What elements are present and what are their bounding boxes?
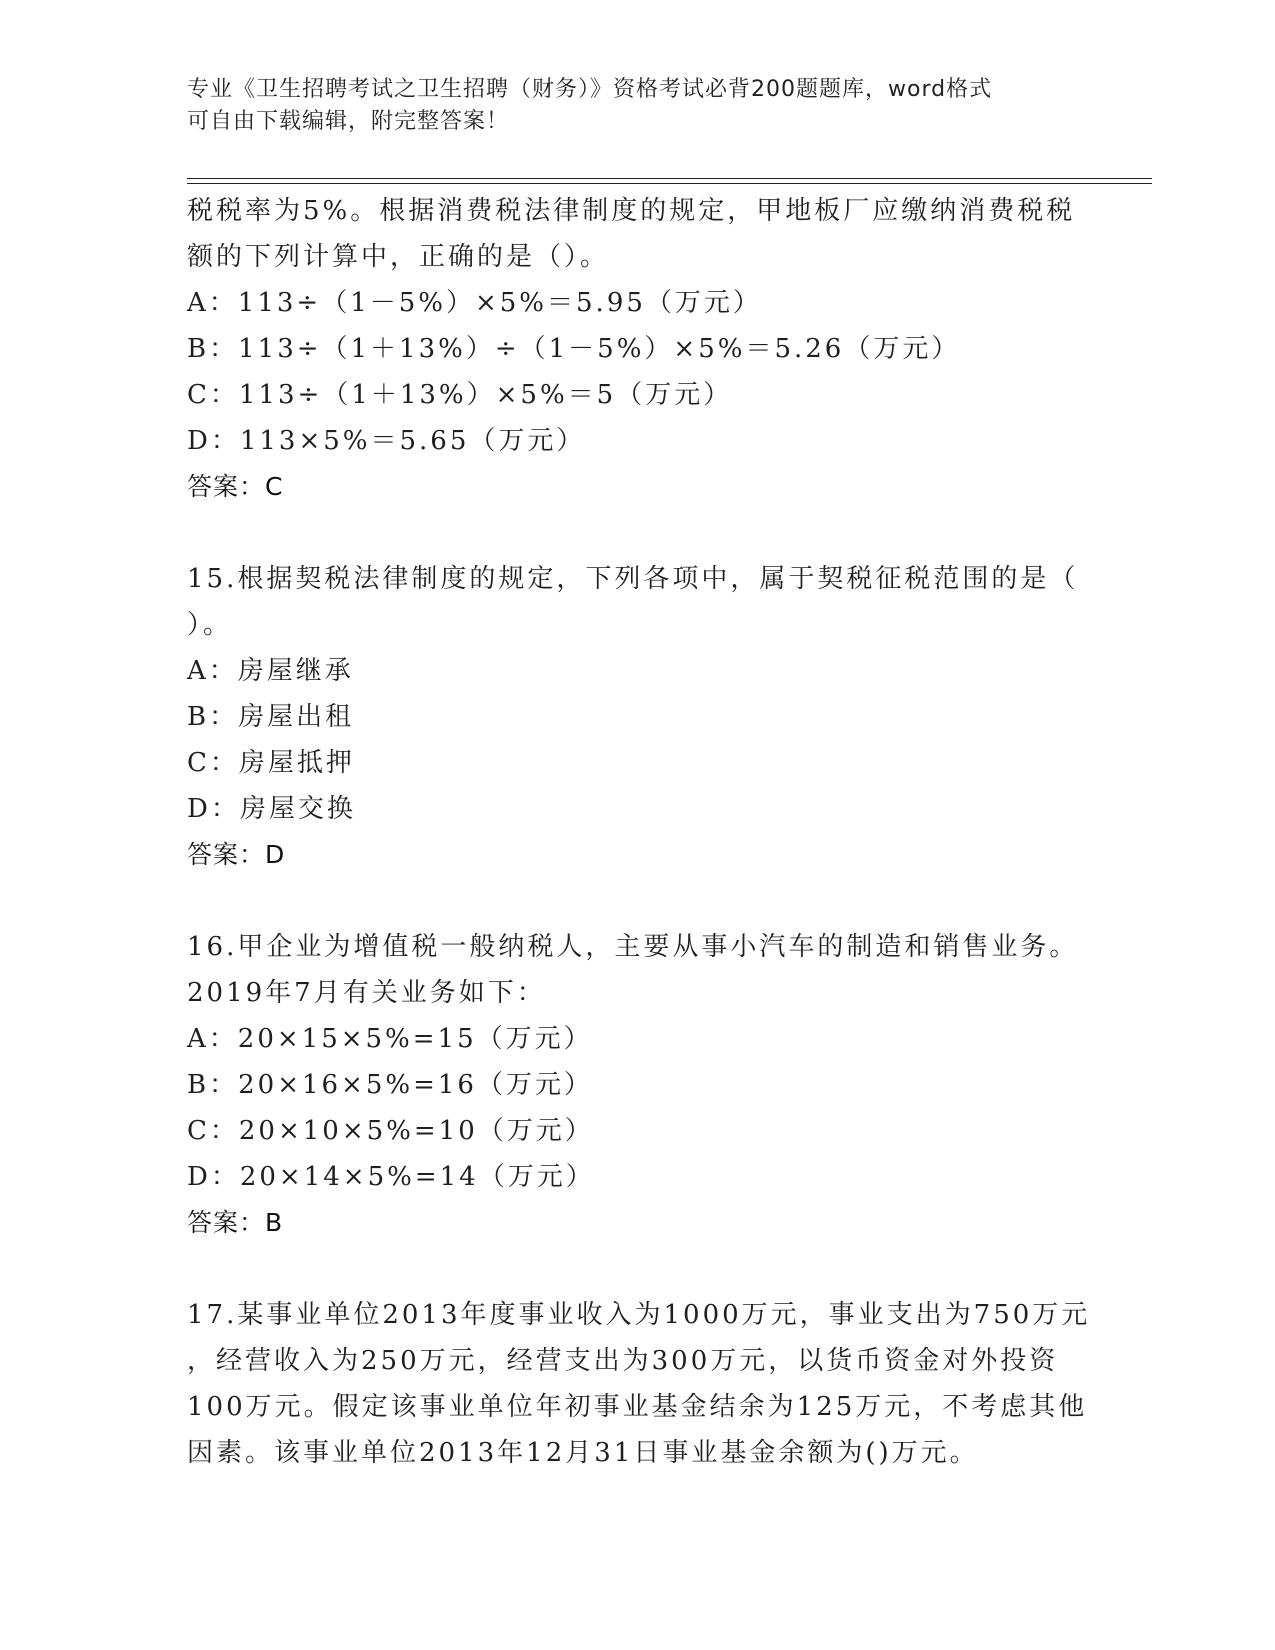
option-d: D：房屋交换 [187, 794, 356, 824]
answer-line: 答案：D [187, 840, 286, 869]
question-stem-line: 税税率为5%。根据消费税法律制度的规定，甲地板厂应缴纳消费税税 [187, 196, 1076, 226]
question-stem-line: 2019年7月有关业务如下： [187, 978, 546, 1008]
option-c: C：113÷（1＋13%）×5%＝5（万元） [187, 380, 733, 410]
question-16 [187, 924, 1147, 1246]
option-a: A：113÷（1－5%）×5%＝5.95（万元） [187, 288, 762, 318]
question-stem-line: 16.甲企业为增值税一般纳税人，主要从事小汽车的制造和销售业务。 [187, 932, 1079, 962]
spacer [187, 510, 1147, 556]
question-stem-line: 17.某事业单位2013年度事业收入为1000万元，事业支出为750万元 [187, 1300, 1091, 1330]
question-list [187, 188, 1147, 1476]
option-d: D：113×5%＝5.65（万元） [187, 426, 586, 456]
option-b: B：20×16×5%=16（万元） [187, 1070, 593, 1100]
spacer [187, 878, 1147, 924]
question-15 [187, 556, 1147, 878]
header-title-line-1: 专业《卫生招聘考试之卫生招聘（财务）》资格考试必背200题题库，word格式 [187, 77, 993, 102]
option-b: B：房屋出租 [187, 702, 355, 732]
header-title-line-2: 可自由下载编辑，附完整答案！ [187, 109, 510, 134]
question-stem-line: 100万元。假定该事业单位年初事业基金结余为125万元，不考虑其他 [187, 1392, 1088, 1422]
document-header [187, 74, 1087, 138]
question-stem-line: ，经营收入为250万元，经营支出为300万元，以货币资金对外投资 [187, 1346, 1059, 1376]
answer-line: 答案：C [187, 472, 284, 501]
header-divider-bottom [187, 183, 1152, 184]
question-stem-line: ）。 [187, 610, 233, 640]
option-c: C：20×10×5%=10（万元） [187, 1116, 594, 1146]
question-stem-line: 15.根据契税法律制度的规定，下列各项中，属于契税征税范围的是（ [187, 564, 1079, 594]
question-stem-line: 因素。该事业单位2013年12月31日事业基金余额为()万元。 [187, 1438, 979, 1468]
header-divider-top [187, 178, 1152, 179]
option-b: B：113÷（1＋13%）÷（1－5%）×5%＝5.26（万元） [187, 334, 961, 364]
question-stem-line: 额的下列计算中，正确的是（）。 [187, 242, 610, 272]
question-17 [187, 1292, 1147, 1476]
option-c: C：房屋抵押 [187, 748, 355, 778]
option-a: A：20×15×5%=15（万元） [187, 1024, 593, 1054]
option-d: D：20×14×5%=14（万元） [187, 1162, 595, 1192]
answer-line: 答案：B [187, 1208, 284, 1237]
question-14 [187, 188, 1147, 510]
option-a: A：房屋继承 [187, 656, 354, 686]
spacer [187, 1246, 1147, 1292]
